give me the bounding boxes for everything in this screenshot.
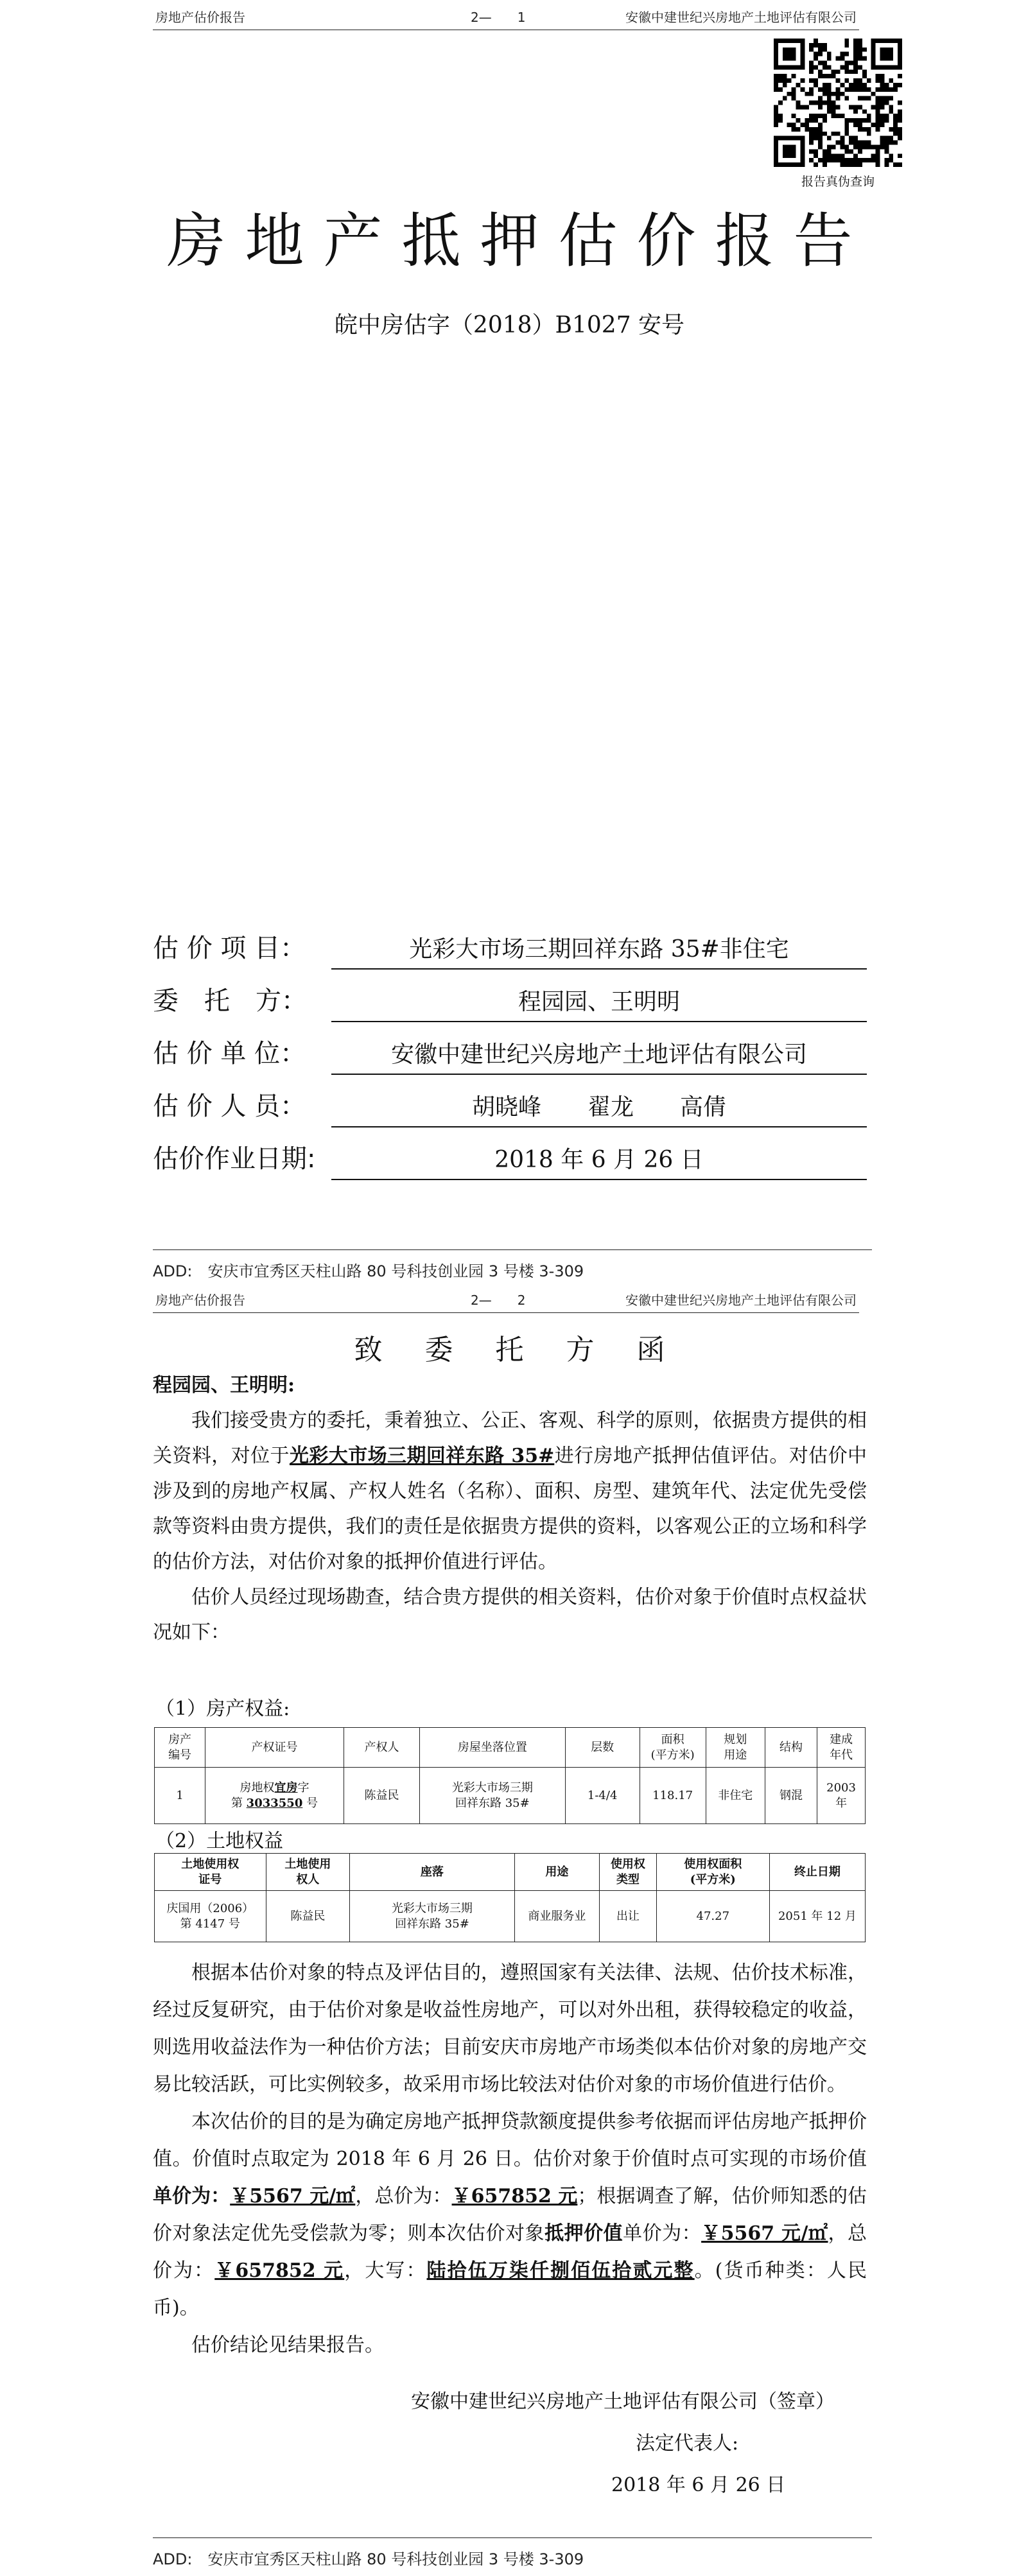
paragraph-5: 估价结论见结果报告。 bbox=[191, 2334, 384, 2356]
table-cell: 47.27 bbox=[656, 1891, 769, 1942]
column-header: 使用权面积 (平方米) bbox=[656, 1854, 769, 1891]
paragraph-1 bbox=[153, 1403, 867, 1580]
column-header: 房产 编号 bbox=[155, 1728, 205, 1768]
property-address: 光彩大市场三期回祥东路 35# bbox=[289, 1445, 555, 1467]
info-row-work-date bbox=[153, 1135, 891, 1180]
signature-date: 2018 年 6 月 26 日 bbox=[611, 2474, 786, 2496]
column-header: 土地使用 权人 bbox=[266, 1854, 350, 1891]
text: 字 bbox=[297, 1781, 309, 1795]
table-cell: 1-4/4 bbox=[565, 1768, 640, 1824]
paragraph-3: 根据本估价对象的特点及评估目的，遵照国家有关法律、法规、估价技术标准，经过反复研究，由于估价对象是收益性房地产，可以对外出租，获得较稳定的收益，则选用收益法作为一种估价方法；目前安庆市房地产市场类似本估价对象的房地产交易比较活跃，可比实例较多，故采用市场比较法对估价对象的市场价值进行估价。 bbox=[153, 1962, 867, 2096]
header-page-number: 2— 2 bbox=[471, 1292, 526, 1308]
qr-code-icon[interactable] bbox=[774, 39, 902, 167]
document-number: 皖中房估字（2018）B1027 安号 bbox=[334, 312, 685, 338]
addressee: 程园园、王明明: bbox=[153, 1374, 295, 1397]
info-label: 委 托 方： bbox=[153, 986, 307, 1016]
info-label: 估 价 项 目： bbox=[153, 934, 306, 963]
info-value: 光彩大市场三期回祥东路 35#非住宅 bbox=[331, 931, 867, 970]
signature-legal-rep: 法定代表人: bbox=[636, 2432, 739, 2455]
table-cell-certificate bbox=[205, 1768, 344, 1824]
table-cell: 陈益民 bbox=[266, 1891, 350, 1942]
column-header: 结构 bbox=[765, 1728, 817, 1768]
table-cell: 118.17 bbox=[640, 1768, 706, 1824]
text: 。(货币种类：人民币)。 bbox=[153, 2259, 867, 2319]
table-cell: 出让 bbox=[600, 1891, 656, 1942]
letter-body-intro bbox=[153, 1368, 867, 1650]
text: 单价为： bbox=[153, 2185, 231, 2207]
land-rights-table bbox=[154, 1853, 866, 1942]
header-left: 房地产估价报告 bbox=[155, 1292, 245, 1308]
paragraph-4 bbox=[153, 2103, 867, 2327]
info-row-project bbox=[153, 925, 891, 970]
info-label: 估价作业日期: bbox=[153, 1144, 316, 1174]
info-row-client bbox=[153, 977, 891, 1022]
column-header: 产权证号 bbox=[205, 1728, 344, 1768]
letter-body-conclusion bbox=[153, 1954, 867, 2364]
table-cell: 2051 年 12 月 bbox=[769, 1891, 865, 1942]
column-header: 座落 bbox=[350, 1854, 514, 1891]
qr-caption: 报告真伪查询 bbox=[801, 175, 875, 189]
text: 本次估价的目的是为确定房地产抵押贷款额度提供参考依据而评估房地产抵押价值。价值时点取定为 2018 年 6 月 26 日。估价对象于价值时点可实现的市场价值 bbox=[153, 2110, 867, 2170]
table-cell: 钢混 bbox=[765, 1768, 817, 1824]
total-price: ￥657852 元 bbox=[451, 2185, 578, 2207]
info-row-appraiser-org bbox=[153, 1030, 891, 1075]
header-right: 安徽中建世纪兴房地产土地评估有限公司 bbox=[625, 1292, 857, 1308]
house-rights-label: （1）房产权益: bbox=[155, 1698, 290, 1720]
text: 房地权 bbox=[240, 1781, 275, 1795]
table-row bbox=[155, 1891, 866, 1942]
amount-in-words: 陆拾伍万柒仟捌佰伍拾贰元整 bbox=[426, 2259, 695, 2282]
column-header: 用途 bbox=[514, 1854, 600, 1891]
unit-price: ￥5567 元/㎡ bbox=[230, 2185, 356, 2207]
table-cell: 商业服务业 bbox=[514, 1891, 600, 1942]
page-header bbox=[153, 5, 859, 30]
footer-address: ADD: 安庆市宜秀区天柱山路 80 号科技创业园 3 号楼 3-309 bbox=[153, 2550, 584, 2568]
text: 我们接受贵方的委托，秉着独立、公正、客观、科学的原则，依据贵方提供的相关资料，对位于 bbox=[153, 1409, 867, 1467]
text: ；根据调查了解，估价师知悉的估价对象法定优先受偿款为零；则本次估价对象 bbox=[153, 2185, 867, 2245]
text: 单价为： bbox=[623, 2222, 702, 2245]
land-rights-label: （2）土地权益 bbox=[155, 1830, 284, 1852]
text: 宜房 bbox=[274, 1781, 298, 1795]
info-value: 安徽中建世纪兴房地产土地评估有限公司 bbox=[331, 1036, 867, 1075]
letter-title: 致 委 托 方 函 bbox=[354, 1334, 682, 1366]
column-header: 面积 (平方米) bbox=[640, 1728, 706, 1768]
text: 号 bbox=[302, 1796, 318, 1810]
table-header-row bbox=[155, 1854, 866, 1891]
table-cell: 光彩大市场三期 回祥东路 35# bbox=[420, 1768, 566, 1824]
text: 抵押价值 bbox=[544, 2222, 623, 2245]
column-header: 规划 用途 bbox=[706, 1728, 765, 1768]
text: 3033550 bbox=[246, 1796, 303, 1810]
signature-company: 安徽中建世纪兴房地产土地评估有限公司（签章） bbox=[411, 2390, 835, 2413]
table-cell: 2003 年 bbox=[817, 1768, 866, 1824]
table-cell: 庆国用（2006） 第 4147 号 bbox=[155, 1891, 266, 1942]
table-row bbox=[155, 1768, 866, 1824]
column-header: 产权人 bbox=[344, 1728, 419, 1768]
table-cell: 陈益民 bbox=[344, 1768, 419, 1824]
table-header-row bbox=[155, 1728, 866, 1768]
column-header: 终止日期 bbox=[769, 1854, 865, 1891]
page-header bbox=[153, 1288, 859, 1313]
header-right: 安徽中建世纪兴房地产土地评估有限公司 bbox=[625, 10, 857, 25]
info-label: 估 价 人 员： bbox=[153, 1092, 306, 1121]
table-cell: 光彩大市场三期 回祥东路 35# bbox=[350, 1891, 514, 1942]
table-cell: 非住宅 bbox=[706, 1768, 765, 1824]
column-header: 建成 年代 bbox=[817, 1728, 866, 1768]
text: 第 bbox=[231, 1796, 247, 1810]
column-header: 使用权 类型 bbox=[600, 1854, 656, 1891]
footer-divider bbox=[153, 1249, 872, 1250]
column-header: 层数 bbox=[565, 1728, 640, 1768]
header-page-number: 2— 1 bbox=[471, 10, 526, 25]
column-header: 房屋坐落位置 bbox=[420, 1728, 566, 1768]
text: ，大写： bbox=[344, 2259, 427, 2282]
house-rights-table bbox=[154, 1727, 866, 1824]
paragraph-2: 估价人员经过现场勘查，结合贵方提供的相关资料，估价对象于价值时点权益状况如下： bbox=[153, 1586, 867, 1644]
info-value: 胡晓峰 翟龙 高倩 bbox=[331, 1089, 867, 1127]
info-value: 2018 年 6 月 26 日 bbox=[331, 1142, 867, 1180]
column-header: 土地使用权 证号 bbox=[155, 1854, 266, 1891]
report-title: 房地产抵押估价报告 bbox=[166, 207, 872, 275]
info-value: 程园园、王明明 bbox=[331, 984, 867, 1022]
text: ，总价为： bbox=[153, 2222, 867, 2282]
footer-address: ADD: 安庆市宜秀区天柱山路 80 号科技创业园 3 号楼 3-309 bbox=[153, 1262, 584, 1280]
text: 进行房地产抵押估值评估。对估价中涉及到的房地产权属、产权人姓名（名称）、面积、房型、建筑年代、法定优先受偿款等资料由贵方提供，我们的责任是依据贵方提供的资料，以客观公正的立场和科学的估价方法，对估价对象的抵押价值进行评估。 bbox=[153, 1445, 867, 1573]
text: ，总价为： bbox=[355, 2185, 452, 2207]
info-label: 估 价 单 位： bbox=[153, 1039, 306, 1068]
info-row-appraisers bbox=[153, 1083, 891, 1127]
footer-divider bbox=[153, 2537, 872, 2538]
mortgage-unit-price: ￥5567 元/㎡ bbox=[701, 2222, 828, 2245]
table-cell: 1 bbox=[155, 1768, 205, 1824]
mortgage-total-price: ￥657852 元 bbox=[214, 2259, 345, 2282]
header-left: 房地产估价报告 bbox=[155, 10, 245, 25]
